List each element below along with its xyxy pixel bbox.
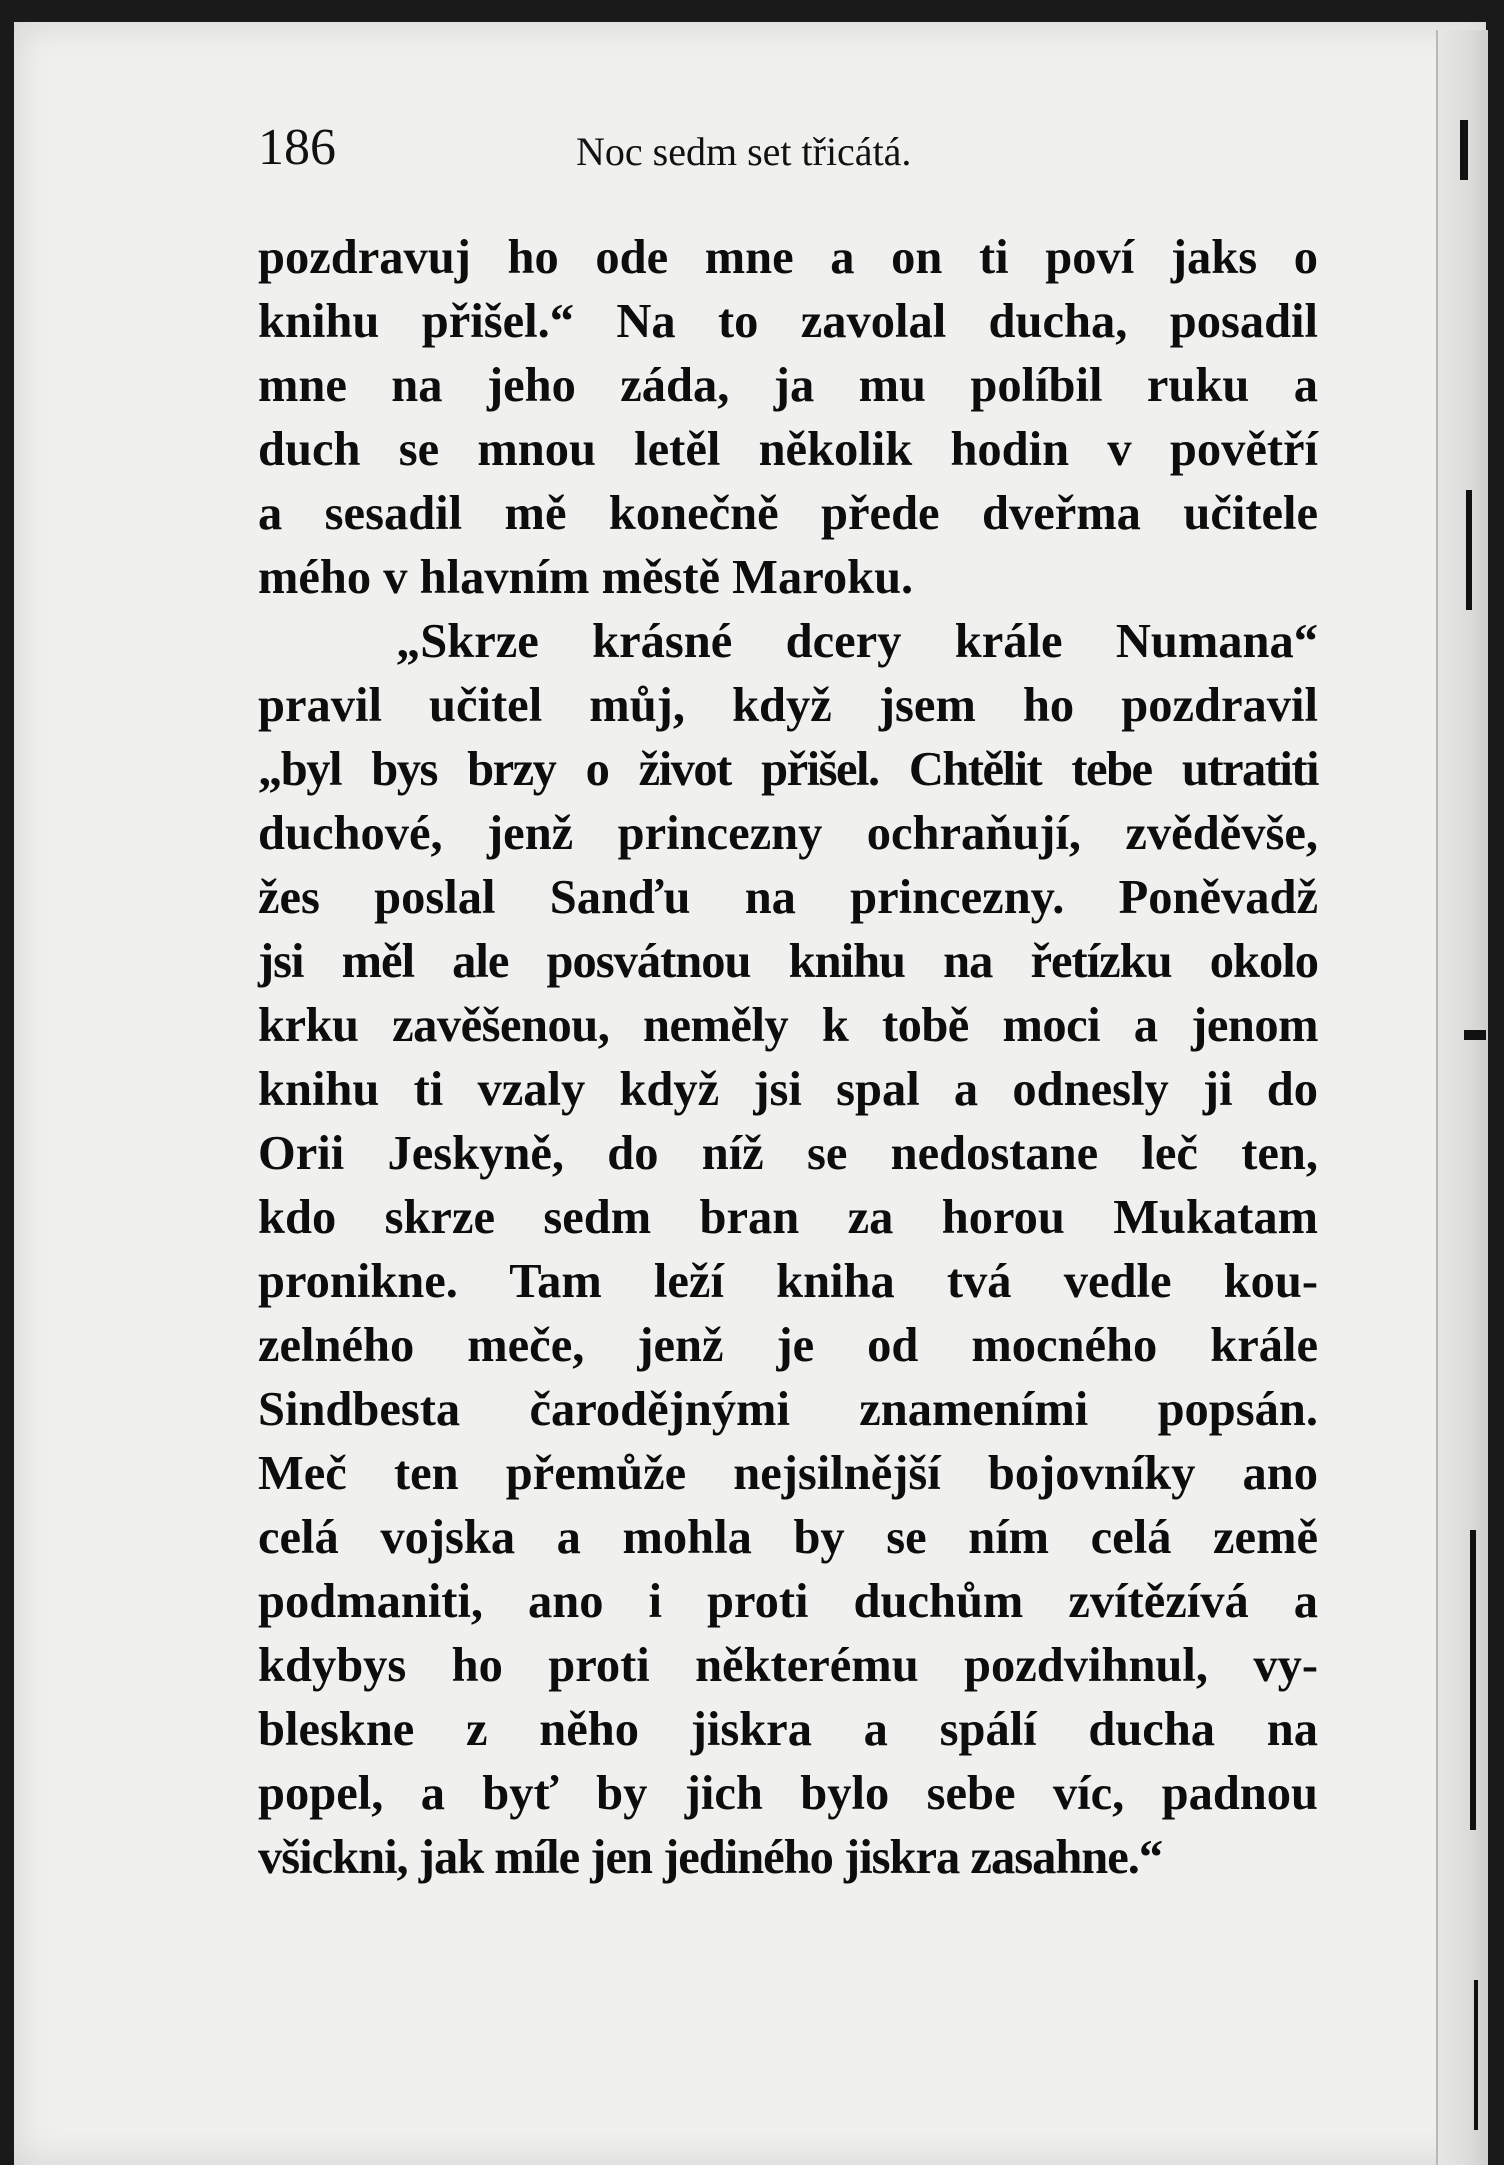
text-line: jsi měl ale posvátnou knihu na řetízku okolo (258, 935, 1318, 988)
text-line: Orii Jeskyně, do níž se nedostane leč ten, (258, 1127, 1318, 1180)
text-line: mne na jeho záda, ja mu políbil ruku a (258, 359, 1318, 412)
text-line: knihu ti vzaly když jsi spal a odnesly ji do (258, 1063, 1318, 1116)
text-line: mého v hlavním městě Maroku. (258, 551, 914, 604)
text-line: pravil učitel můj, když jsem ho pozdravil (258, 679, 1318, 732)
text-line: kdo skrze sedm bran za horou Mukatam (258, 1191, 1318, 1244)
page-header (258, 118, 1318, 178)
text-line: a sesadil mě konečně přede dveřma učitele (258, 487, 1318, 540)
text-line: pozdravuj ho ode mne a on ti poví jaks o (258, 231, 1318, 284)
text-line: popel, a byť by jich bylo sebe víc, padnou (258, 1767, 1318, 1820)
text-line: žes poslal Sanďu na princezny. Poněvadž (258, 871, 1318, 924)
body-text (258, 226, 1318, 1890)
text-line: zelného meče, jenž je od mocného krále (258, 1319, 1318, 1372)
text-line: Meč ten přemůže nejsilnější bojovníky ano (258, 1447, 1318, 1500)
text-line: duch se mnou letěl několik hodin v povětří (258, 423, 1318, 476)
page-right-edge (1436, 30, 1488, 2165)
text-line: „Skrze krásné dcery krále Numana“ (396, 615, 1318, 668)
text-line: duchové, jenž princezny ochraňují, zvěděvše, (258, 807, 1318, 860)
text-line: Sindbesta čarodějnými znameními popsán. (258, 1383, 1318, 1436)
text-line: „byl bys brzy o život přišel. Chtělit tebe utratiti (258, 743, 1318, 796)
text-line: podmaniti, ano i proti duchům zvítězívá a (258, 1575, 1318, 1628)
text-line: celá vojska a mohla by se ním celá země (258, 1511, 1318, 1564)
text-line: bleskne z něho jiskra a spálí ducha na (258, 1703, 1318, 1756)
page-number: 186 (258, 119, 336, 176)
text-line: knihu přišel.“ Na to zavolal ducha, posadil (258, 295, 1318, 348)
text-line: kdybys ho proti některému pozdvihnul, vy- (258, 1639, 1318, 1692)
running-title: Noc sedm set třicátá. (576, 129, 912, 174)
text-line: pronikne. Tam leží kniha tvá vedle kou- (258, 1255, 1318, 1308)
text-line: všickni, jak míle jen jediného jiskra zasahne.“ (258, 1831, 1163, 1884)
text-line: krku zavěšenou, neměly k tobě moci a jenom (258, 999, 1318, 1052)
